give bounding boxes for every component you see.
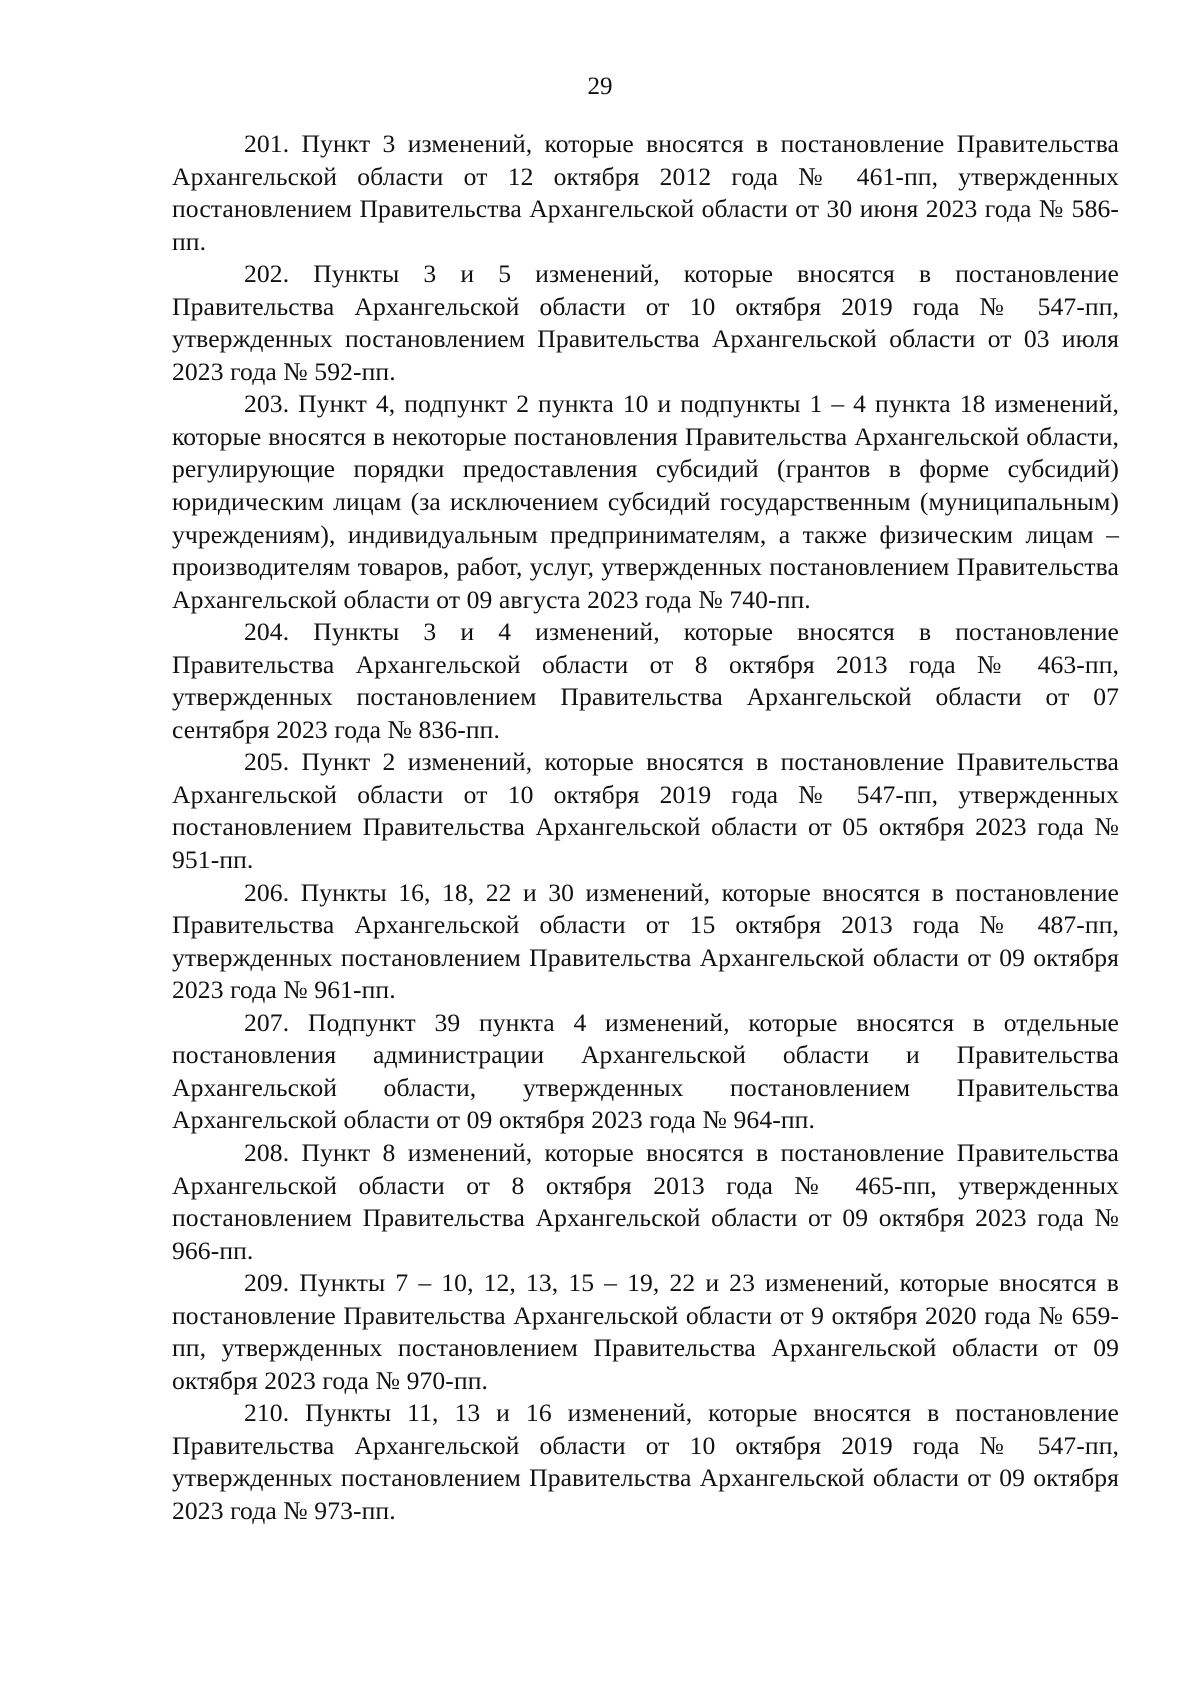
paragraph-number: 209.	[244, 1268, 290, 1298]
page-number: 29	[587, 73, 613, 100]
paragraph-text: Пункт 2 изменений, которые вносятся в постановление Правительства Архангельской области от 10 октября 2019 года № 547-пп, утвержденных постановлением Правительства Архангельской области от 05 октября 2023 года № 951-пп.	[172, 747, 1119, 875]
paragraph-210	[172, 1397, 1119, 1527]
paragraph-text: Пункт 4, подпункт 2 пункта 10 и подпункты 1 – 4 пункта 18 изменений, которые вносятся в некоторые постановления Правительства Архангельской области, регулирующие порядки предоставления субсидий (грантов в форме субсидий) юридическим лицам (за исключением субсидий государственным (муниципальным) учреждениям), индивидуальным предпринимателям, а также физическим лицам – производителям товаров, работ, услуг, утвержденных постановлением Правительства Архангельской области от 09 августа 2023 года № 740-пп.	[172, 389, 1119, 614]
paragraph-202	[172, 258, 1119, 388]
paragraph-209	[172, 1267, 1119, 1397]
paragraph-number: 201.	[244, 129, 290, 158]
paragraph-number: 206.	[244, 877, 290, 907]
paragraph-number: 207.	[244, 1007, 290, 1037]
paragraph-number: 203.	[244, 389, 290, 419]
paragraph-number: 210.	[244, 1398, 290, 1428]
paragraph-201	[172, 128, 1119, 258]
paragraph-205	[172, 746, 1119, 876]
paragraph-204	[172, 616, 1119, 746]
paragraph-text: Пункт 3 изменений, которые вносятся в постановление Правительства Архангельской области от 12 октября 2012 года № 461-пп, утвержденных постановлением Правительства Архангельской области от 30 июня 2023 года № 586-пп.	[172, 129, 1119, 256]
paragraph-number: 205.	[244, 747, 290, 777]
paragraph-text: Пункты 7 – 10, 12, 13, 15 – 19, 22 и 23 изменений, которые вносятся в постановление Правительства Архангельской области от 9 октября 2020 года № 659-пп, утвержденных постановлением Правительства Архангельской области от 09 октября 2023 года № 970-пп.	[172, 1268, 1119, 1395]
paragraph-number: 208.	[244, 1137, 290, 1167]
paragraph-text: Подпункт 39 пункта 4 изменений, которые вносятся в отдельные постановления администрации Архангельской области и Правительства Архангельской области, утвержденных постановлением Правительства Архангельской области от 09 октября 2023 года № 964-пп.	[172, 1007, 1119, 1135]
paragraph-207	[172, 1007, 1119, 1137]
paragraph-text: Пункты 3 и 5 изменений, которые вносятся в постановление Правительства Архангельской области от 10 октября 2019 года № 547-пп, утвержденных постановлением Правительства Архангельской области от 03 июля 2023 года № 592-пп.	[172, 259, 1120, 386]
paragraph-number: 204.	[244, 617, 290, 647]
paragraph-text: Пункты 16, 18, 22 и 30 изменений, которые вносятся в постановление Правительства Архангельской области от 15 октября 2013 года № 487-пп, утвержденных постановлением Правительства Архангельской области от 09 октября 2023 года № 961-пп.	[172, 877, 1120, 1005]
paragraph-text: Пункты 3 и 4 изменений, которые вносятся в постановление Правительства Архангельской области от 8 октября 2013 года № 463-пп, утвержденных постановлением Правительства Архангельской области от 07 сентября 2023 года № 836-пп.	[172, 617, 1120, 744]
paragraph-206	[172, 877, 1119, 1007]
paragraph-number: 202.	[244, 259, 290, 289]
paragraph-text: Пункт 8 изменений, которые вносятся в постановление Правительства Архангельской области от 8 октября 2013 года № 465-пп, утвержденных постановлением Правительства Архангельской области от 09 октября 2023 года № 966-пп.	[172, 1137, 1119, 1265]
paragraph-text: Пункты 11, 13 и 16 изменений, которые вносятся в постановление Правительства Архангельской области от 10 октября 2019 года № 547-пп, утвержденных постановлением Правительства Архангельской области от 09 октября 2023 года № 973-пп.	[172, 1398, 1119, 1525]
paragraph-203	[172, 388, 1119, 616]
document-body	[172, 128, 1119, 1528]
paragraph-208	[172, 1137, 1119, 1267]
